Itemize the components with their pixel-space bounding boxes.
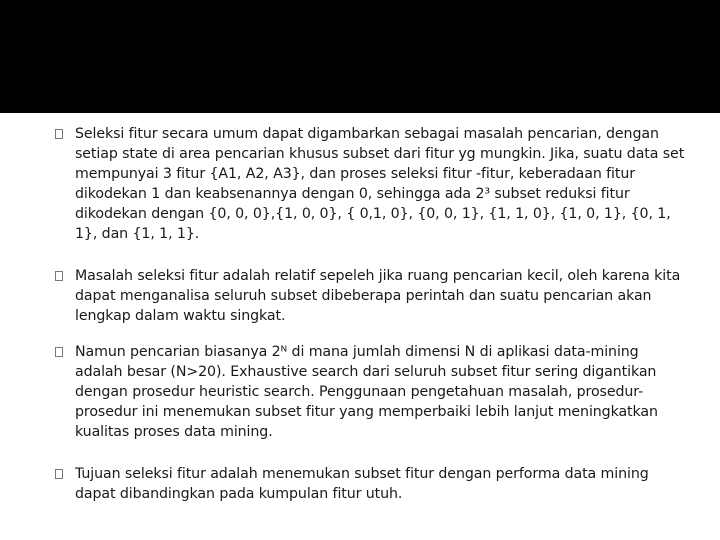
bullet-list (54, 124, 690, 526)
bullet-text: Tujuan seleksi fitur adalah menemukan subset fitur dengan performa data mining dapat dibandingkan pada kumpulan fitur utuh. (75, 466, 649, 502)
bullet-text: Masalah seleksi fitur adalah relatif sepeleh jika ruang pencarian kecil, oleh karena kita dapat menganalisa seluruh subset dibeberapa perintah dan suatu pencarian akan lengkap dalam waktu singkat. (75, 268, 681, 324)
bullet-text: Namun pencarian biasanya 2ᴺ di mana jumlah dimensi N di aplikasi data-mining adalah besar (N>20). Exhaustive search dari seluruh subset fitur sering digantikan dengan prosedur heuristic search. Penggunaan pengetahuan masalah, prosedur-prosedur ini menemukan subset fitur yang memperbaiki lebih lanjut meningkatkan kualitas proses data mining. (75, 344, 658, 440)
bullet-item (54, 124, 690, 244)
bullet-icon (55, 469, 63, 479)
bullet-item (54, 342, 690, 442)
bullet-text: Seleksi fitur secara umum dapat digambarkan sebagai masalah pencarian, dengan setiap state di area pencarian khusus subset dari fitur yg mungkin. Jika, suatu data set mempunyai 3 fitur {A1, A2, A3}, dan proses seleksi fitur -fitur, keberadaan fitur dikodekan 1 dan keabsenannya dengan 0, sehingga ada 2³ subset reduksi fitur dikodekan dengan {0, 0, 0},{1, 0, 0}, { 0,1, 0}, {0, 0, 1}, {1, 1, 0}, {1, 0, 1}, {0, 1, 1}, dan {1, 1, 1}. (75, 126, 685, 242)
bullet-icon (55, 347, 63, 357)
header-band (0, 0, 720, 113)
bullet-icon (55, 129, 63, 139)
bullet-icon (55, 271, 63, 281)
bullet-item (54, 464, 690, 504)
bullet-item (54, 266, 690, 326)
